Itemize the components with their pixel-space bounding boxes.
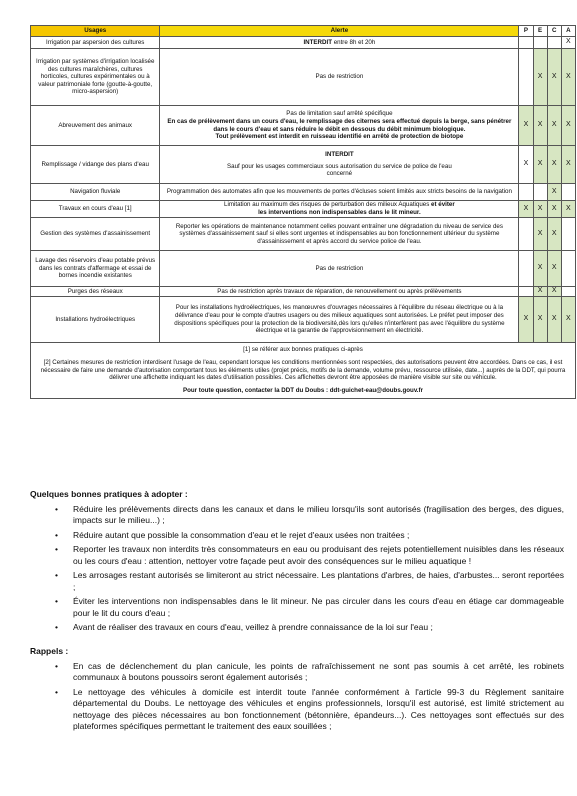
list-item [30, 570, 564, 593]
flag-a: X [561, 297, 575, 343]
list-item [30, 596, 564, 619]
flag-a [561, 184, 575, 201]
usage-cell: Abreuvement des animaux [31, 106, 160, 146]
table-row [31, 106, 576, 146]
flag-e: X [533, 287, 547, 297]
list-item [30, 530, 564, 542]
list-item [30, 687, 564, 733]
flag-p: X [519, 201, 533, 218]
flag-e: X [533, 218, 547, 251]
reminders-list [30, 661, 564, 733]
alert-line: En cas de prélèvement dans un cours d'eau, le remplissage des citernes sera effectué depuis la berge, sans pénétrer dans le cours d'eau et sans réduire le débit en dessous du débit minimum biologique. [167, 117, 512, 133]
list-item-text: Avant de réaliser des travaux en cours d'eau, veillez à prendre connaissance de la loi sur l'eau ; [73, 622, 433, 633]
flag-c: X [547, 297, 561, 343]
flag-e [533, 37, 547, 49]
flag-e [533, 184, 547, 201]
flag-e: X [533, 297, 547, 343]
alert-cell: Reporter les opérations de maintenance notamment celles pouvant entraîner une dégradation du niveau de service des systèmes d'assainissement sauf si elles sont urgentes et indispensables au bon fonctionnement ultérieur du système d'assainissement et après accord du service police de l'eau. [160, 218, 519, 251]
alert-cell: Pour les installations hydroélectriques, les manœuvres d'ouvrages nécessaires à l'équilibre du réseau électrique ou à la délivrance d'eau pour le compte d'autres usagers ou des milieux aquatiques sont autorisées. Le préfet peut imposer des dispositions spécifiques pour la protection de la biodiversité,dès lors qu'elles n'interfèrent pas avec l'équilibre du système électrique et la garantie de l'approvisionnement en électricité. [160, 297, 519, 343]
flag-e: X [533, 49, 547, 106]
table-row [31, 146, 576, 184]
flag-p [519, 49, 533, 106]
list-item-text: Le nettoyage des véhicules à domicile est interdit toute l'année conformément à l'article 99-3 du Règlement sanitaire départemental du Doubs. Le nettoyage des véhicules et engins professionnels, lorsqu'il est autorisé, est limité strictement au nettoyage des pièces nécessaires au bon fonctionnement (bétonnière, épandeurs...). Ces nettoyages sont effectués sur des plateformes spécifiques permettant le traitement des eaux souillées ; [73, 686, 564, 732]
usage-cell: Installations hydroélectriques [31, 297, 160, 343]
flag-c: X [547, 184, 561, 201]
usage-cell: Travaux en cours d'eau [1] [31, 201, 160, 218]
header-c: C [547, 26, 561, 37]
alert-cell: Pas de restriction après travaux de réparation, de renouvellement ou après prélèvements [160, 287, 519, 297]
bullet-icon: • [55, 570, 58, 581]
usage-cell: Irrigation par systèmes d'irrigation localisée des cultures maraîchères, cultures horticoles, cultures expérimentales ou à valeur patrimoniale forte (goutte-à-goutte, micro-aspersion) [31, 49, 160, 106]
alert-cell [160, 106, 519, 146]
flag-p: X [519, 297, 533, 343]
reminders-title: Rappels : [30, 646, 69, 657]
flag-e: X [533, 251, 547, 287]
header-p: P [519, 26, 533, 37]
flag-a [561, 218, 575, 251]
header-usage: Usages [31, 26, 160, 37]
list-item [30, 504, 564, 527]
flag-p: X [519, 106, 533, 146]
bullet-icon: • [55, 503, 58, 514]
alert-text: Sauf pour les usages commerciaux sous autorisation du service de police de l'eau concerné [227, 162, 452, 178]
flag-c [547, 37, 561, 49]
bullet-icon: • [55, 544, 58, 555]
list-item-text: Réduire autant que possible la consommation d'eau et le rejet d'eaux usées non traitées ; [73, 529, 410, 540]
flag-c: X [547, 49, 561, 106]
bullet-icon: • [55, 686, 58, 697]
lists-section [30, 489, 564, 745]
flag-p [519, 287, 533, 297]
flag-a [561, 287, 575, 297]
flag-p: X [519, 146, 533, 184]
flag-p [519, 37, 533, 49]
flag-e: X [533, 146, 547, 184]
bullet-icon: • [55, 596, 58, 607]
flag-a [561, 251, 575, 287]
usage-cell: Lavage des réservoirs d'eau potable prévus dans les contrats d'affermage et essai de bornes incendie existantes [31, 251, 160, 287]
alert-cell [160, 37, 519, 49]
table-row [31, 251, 576, 287]
bullet-icon: • [55, 529, 58, 540]
alert-cell: Programmation des automates afin que les mouvements de portes d'écluses soient limités aux stricts besoins de la navigation [160, 184, 519, 201]
contact-line: Pour toute question, contacter la DDT du Doubs : ddt-guichet-eau@doubs.gouv.fr [182, 387, 423, 394]
footnote-1: [1] se référer aux bonnes pratiques ci-après [243, 346, 363, 353]
usage-cell: Gestion des systèmes d'assainissement [31, 218, 160, 251]
flag-c: X [547, 218, 561, 251]
header-a: A [561, 26, 575, 37]
alert-cell [160, 201, 519, 218]
flag-c: X [547, 106, 561, 146]
list-item-text: Reporter les travaux non interdits très consommateurs en eau ou produisant des rejets potentiellement nuisibles dans les réseaux ou les cours d'eau : attention, nettoyer votre façade peut avoir des conséquences sur le milieu aquatique ! [73, 544, 564, 566]
list-item-text: Réduire les prélèvements directs dans les canaux et dans le milieu lorsqu'ils sont autorisés (fragilisation des berges, des digues, impacts sur le milieu...) ; [73, 503, 564, 526]
table-footer [31, 343, 576, 399]
flag-c: X [547, 287, 561, 297]
good-practices-list [30, 504, 564, 634]
flag-c: X [547, 251, 561, 287]
flag-p [519, 251, 533, 287]
alert-cell [160, 146, 519, 184]
list-item [30, 661, 564, 684]
flag-c: X [547, 201, 561, 218]
alert-bold-text: et éviter les interventions non indispensables dans le lit mineur. [258, 201, 455, 216]
flag-a: X [561, 106, 575, 146]
flag-a: X [561, 146, 575, 184]
flag-p [519, 218, 533, 251]
usage-cell: Irrigation par aspersion des cultures [31, 37, 160, 49]
alert-text: entre 8h et 20h [331, 38, 376, 46]
header-alert: Alerte [160, 26, 519, 37]
flag-c: X [547, 146, 561, 184]
flag-a: X [561, 201, 575, 218]
table-row [31, 184, 576, 201]
alert-bold-text: INTERDIT [303, 38, 332, 46]
alert-bold-text: INTERDIT [325, 151, 354, 159]
flag-p [519, 184, 533, 201]
restrictions-table-wrapper [30, 25, 576, 399]
flag-e: X [533, 106, 547, 146]
usage-cell: Purges des réseaux [31, 287, 160, 297]
bullet-icon: • [55, 622, 58, 633]
alert-line: Tout prélèvement est interdit en ruisseau identifié en arrêté de protection de biotope [215, 133, 464, 141]
flag-e: X [533, 201, 547, 218]
table-row [31, 287, 576, 297]
table-row [31, 201, 576, 218]
restrictions-table [30, 25, 576, 399]
list-item-text: Les arrosages restant autorisés se limiteront au strict nécessaire. Les plantations d'arbres, de haies, d'arbustes... seront reportées ; [73, 570, 564, 592]
list-item-text: En cas de déclenchement du plan canicule, les points de rafraîchissement ne sont pas soumis à cet arrêté, les robinets communaux à boutons poussoirs seront également autorisés ; [73, 660, 564, 683]
table-row [31, 297, 576, 343]
flag-a: X [561, 37, 575, 49]
list-item-text: Éviter les interventions non indispensables dans le lit mineur. Ne pas circuler dans les cours d'eau en étiage car dommageable pour le lit du cours d'eau ; [73, 596, 564, 618]
footnote-2: [2] Certaines mesures de restriction interdisent l'usage de l'eau, cependant lorsque les conditions mentionnées sont respectées, des autorisations peuvent être accordées. Dans ce cas, il est nécessaire de faire une demande d'autorisation comportant tous les éléments utiles (projet précis, motifs de la demande, volume prévu, ressource utilisée, date...) auprès de la DDT, qui pourra délivrer une affichette indiquant les dates d'utilisation possibles. Ces affichettes devront être apposées de manière visible sur site ou véhicule. [40, 358, 566, 382]
table-row [31, 218, 576, 251]
table-row [31, 49, 576, 106]
table-header-row [31, 26, 576, 37]
bullet-icon: • [55, 660, 58, 671]
table-footer-row [31, 343, 576, 399]
header-e: E [533, 26, 547, 37]
list-item [30, 544, 564, 567]
alert-text: Limitation au maximum des risques de perturbation des milieux Aquatiques [224, 201, 432, 209]
usage-cell: Remplissage / vidange des plans d'eau [31, 146, 160, 184]
usage-cell: Navigation fluviale [31, 184, 160, 201]
good-practices-title: Quelques bonnes pratiques à adopter : [30, 489, 188, 499]
flag-a: X [561, 49, 575, 106]
alert-line: Pas de limitation sauf arrêté spécifique [286, 110, 393, 118]
table-row [31, 37, 576, 49]
list-item [30, 622, 564, 634]
alert-cell: Pas de restriction [160, 251, 519, 287]
alert-cell: Pas de restriction [160, 49, 519, 106]
